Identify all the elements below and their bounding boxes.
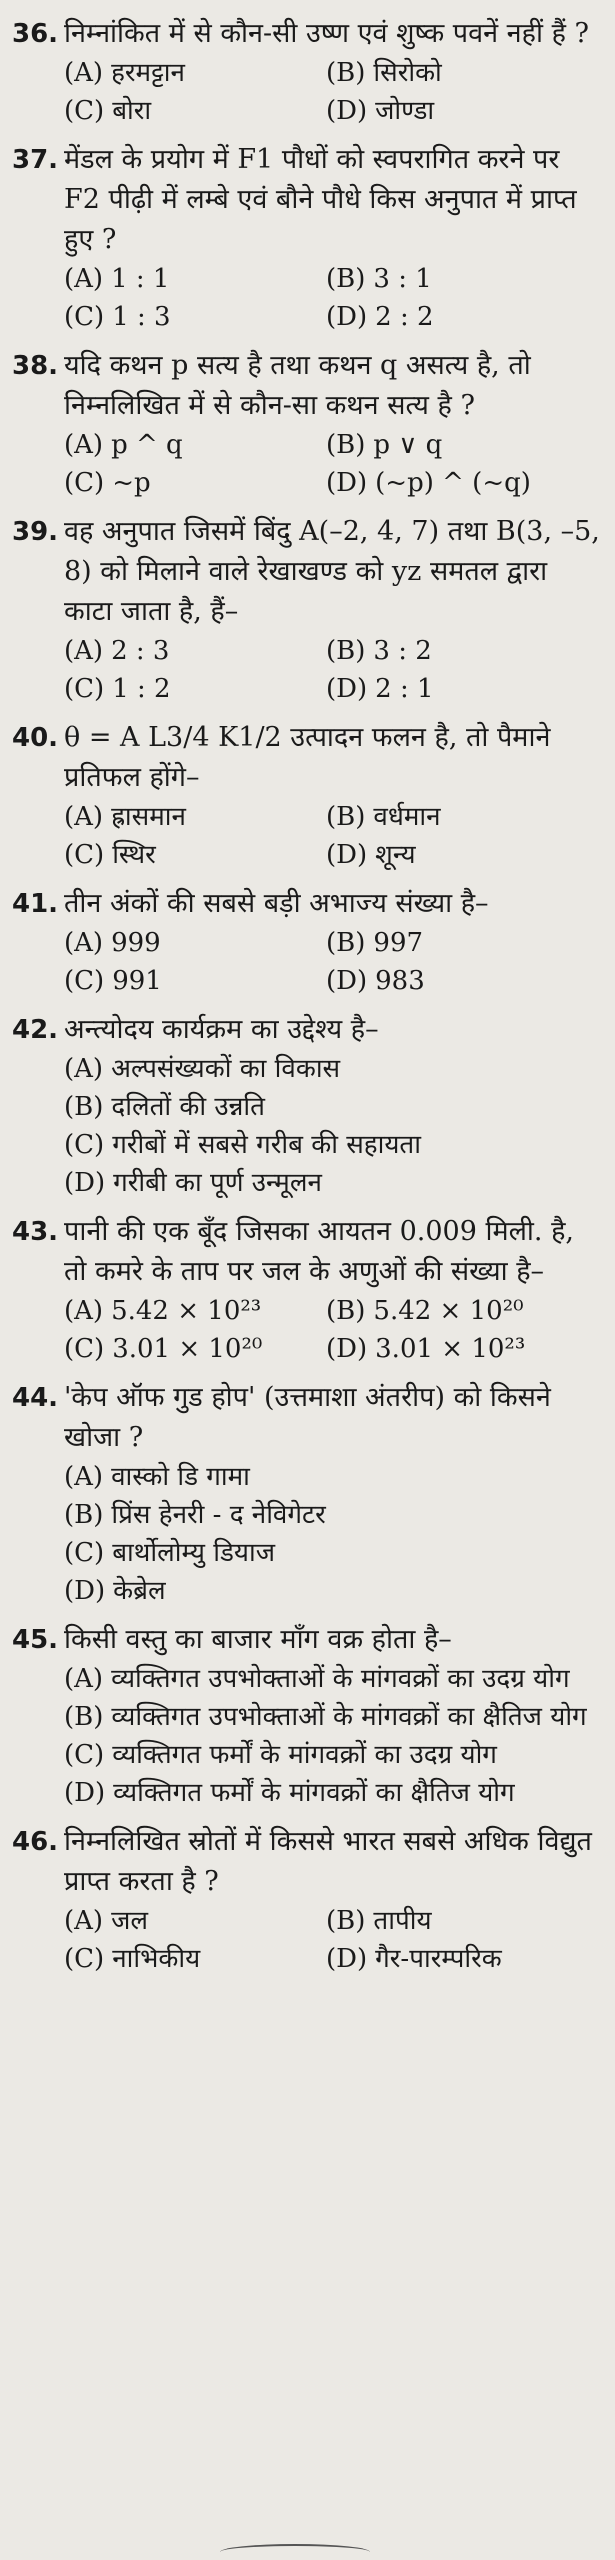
question-stem (12, 1378, 603, 1458)
option-label: (B) (64, 1092, 104, 1122)
option-text: जल (111, 1906, 148, 1936)
answer-option (64, 54, 326, 92)
option-text: व्यक्तिगत फर्मों के मांगवक्रों का क्षैतिज योग (113, 1778, 515, 1808)
option-label: (C) (64, 1334, 105, 1364)
option-label: (C) (64, 966, 105, 996)
answer-option (64, 836, 326, 874)
question-block (12, 140, 603, 336)
answer-option (326, 670, 603, 708)
option-text: 2 : 1 (375, 674, 434, 704)
question-text: पानी की एक बूँद जिसका आयतन 0.009 मिली. है, तो कमरे के ताप पर जल के अणुओं की संख्या है– (64, 1216, 574, 1287)
option-label: (B) (326, 264, 366, 294)
answer-option (64, 1496, 603, 1534)
option-text: 1 : 3 (112, 302, 171, 332)
answer-option (326, 54, 603, 92)
answer-option (326, 464, 603, 502)
question-block (12, 718, 603, 874)
question-text: निम्नांकित में से कौन-सी उष्ण एवं शुष्क पवनें नहीं हैं ? (64, 18, 589, 49)
question-stem (12, 1010, 603, 1050)
option-label: (D) (64, 1576, 106, 1606)
answer-option (326, 632, 603, 670)
option-text: व्यक्तिगत उपभोक्ताओं के मांगवक्रों का उदग्र योग (111, 1664, 570, 1694)
question-text: यदि कथन p सत्य है तथा कथन q असत्य है, तो निम्नलिखित में से कौन-सा कथन सत्य है ? (64, 350, 531, 421)
page-edge-arc (220, 2544, 370, 2560)
answer-option (326, 92, 603, 130)
question-number: 41. (12, 889, 59, 919)
question-stem (12, 1212, 603, 1292)
answer-option (326, 298, 603, 336)
answer-option (64, 1660, 603, 1698)
answer-option (64, 1902, 326, 1940)
option-label: (C) (64, 1538, 105, 1568)
option-label: (A) (64, 1906, 104, 1936)
question-stem (12, 1620, 603, 1660)
question-block (12, 884, 603, 1000)
option-text: 3 : 2 (373, 636, 432, 666)
option-label: (A) (64, 58, 104, 88)
question-stem (12, 140, 603, 260)
option-text: जोण्डा (375, 96, 435, 126)
answer-option (326, 924, 603, 962)
option-label: (A) (64, 1462, 104, 1492)
option-label: (B) (326, 1906, 366, 1936)
options-list (64, 54, 603, 130)
option-text: वर्धमान (373, 802, 441, 832)
option-label: (B) (326, 1296, 366, 1326)
answer-option (64, 1126, 603, 1164)
option-label: (B) (326, 928, 366, 958)
option-label: (D) (326, 1334, 368, 1364)
answer-option (64, 670, 326, 708)
answer-option (64, 260, 326, 298)
question-number: 38. (12, 351, 59, 381)
options-list (64, 924, 603, 1000)
question-block (12, 1010, 603, 1202)
answer-option (64, 1088, 603, 1126)
answer-option (326, 798, 603, 836)
option-text: 3.01 × 10²³ (375, 1334, 526, 1364)
option-text: 5.42 × 10²⁰ (373, 1296, 524, 1326)
option-text: 5.42 × 10²³ (111, 1296, 262, 1326)
question-number: 39. (12, 517, 59, 547)
question-block (12, 1620, 603, 1812)
answer-option (64, 1940, 326, 1978)
question-stem (12, 718, 603, 798)
option-text: सिरोको (373, 58, 442, 88)
option-text: 983 (375, 966, 425, 996)
option-label: (C) (64, 468, 105, 498)
option-text: नाभिकीय (112, 1944, 201, 1974)
option-label: (A) (64, 264, 104, 294)
option-text: गैर-पारम्परिक (375, 1944, 502, 1974)
question-text: तीन अंकों की सबसे बड़ी अभाज्य संख्या है– (64, 888, 489, 919)
question-list (12, 14, 603, 1978)
option-text: 1 : 1 (111, 264, 170, 294)
option-label: (C) (64, 96, 105, 126)
answer-option (64, 1458, 603, 1496)
option-text: 997 (373, 928, 424, 958)
option-text: वास्को डि गामा (111, 1462, 250, 1492)
question-text: किसी वस्तु का बाजार माँग वक्र होता है– (64, 1624, 452, 1655)
question-block (12, 1378, 603, 1610)
question-number: 37. (12, 145, 59, 175)
options-list (64, 1050, 603, 1202)
option-label: (C) (64, 1130, 105, 1160)
question-block (12, 512, 603, 708)
option-text: दलितों की उन्नति (111, 1092, 265, 1122)
option-text: 1 : 2 (112, 674, 171, 704)
option-text: 3.01 × 10²⁰ (112, 1334, 263, 1364)
option-text: शून्य (375, 840, 416, 870)
answer-option (64, 1698, 603, 1736)
option-label: (C) (64, 840, 105, 870)
question-stem (12, 14, 603, 54)
option-text: (~p) ^ (~q) (375, 468, 531, 498)
answer-option (64, 632, 326, 670)
option-label: (D) (326, 674, 368, 704)
option-label: (A) (64, 928, 104, 958)
options-list (64, 632, 603, 708)
option-label: (D) (326, 96, 368, 126)
options-list (64, 260, 603, 336)
question-text: 'केप ऑफ गुड होप' (उत्तमाशा अंतरीप) को किसने खोजा ? (64, 1382, 551, 1453)
option-text: p ^ q (111, 430, 183, 460)
answer-option (326, 426, 603, 464)
option-text: ~p (112, 468, 151, 498)
option-text: 3 : 1 (373, 264, 432, 294)
question-number: 46. (12, 1827, 59, 1857)
answer-option (326, 962, 603, 1000)
answer-option (64, 1164, 603, 1202)
answer-option (326, 1330, 603, 1368)
options-list (64, 1292, 603, 1368)
question-stem (12, 346, 603, 426)
option-text: ह्रासमान (111, 802, 186, 832)
option-label: (D) (64, 1168, 106, 1198)
answer-option (64, 92, 326, 130)
option-label: (D) (326, 966, 368, 996)
option-label: (A) (64, 636, 104, 666)
answer-option (64, 1572, 603, 1610)
option-label: (A) (64, 1664, 104, 1694)
question-stem (12, 1822, 603, 1902)
options-list (64, 426, 603, 502)
option-label: (B) (64, 1500, 104, 1530)
option-label: (C) (64, 302, 105, 332)
option-label: (D) (326, 1944, 368, 1974)
answer-option (64, 426, 326, 464)
answer-option (326, 260, 603, 298)
option-text: व्यक्तिगत फर्मों के मांगवक्रों का उदग्र योग (112, 1740, 497, 1770)
option-label: (A) (64, 1054, 104, 1084)
answer-option (326, 1292, 603, 1330)
answer-option (64, 298, 326, 336)
question-stem (12, 884, 603, 924)
options-list (64, 1902, 603, 1978)
question-stem (12, 512, 603, 632)
option-text: गरीबी का पूर्ण उन्मूलन (113, 1168, 322, 1198)
option-text: अल्पसंख्यकों का विकास (111, 1054, 341, 1084)
answer-option (64, 464, 326, 502)
option-label: (B) (326, 636, 366, 666)
option-label: (A) (64, 430, 104, 460)
option-label: (D) (326, 468, 368, 498)
answer-option (326, 836, 603, 874)
question-text: मेंडल के प्रयोग में F1 पौधों को स्वपरागित करने पर F2 पीढ़ी में लम्बे एवं बौने पौधे किस अनुपात में प्राप्त हुए ? (64, 144, 577, 255)
answer-option (64, 1534, 603, 1572)
option-label: (C) (64, 674, 105, 704)
option-text: केब्रेल (113, 1576, 166, 1606)
option-text: हरमट्टान (111, 58, 185, 88)
options-list (64, 798, 603, 874)
question-block (12, 1212, 603, 1368)
option-text: 999 (111, 928, 161, 958)
answer-option (64, 1774, 603, 1812)
option-text: गरीबों में सबसे गरीब की सहायता (112, 1130, 421, 1160)
answer-option (64, 1736, 603, 1774)
option-label: (B) (326, 802, 366, 832)
option-label: (A) (64, 1296, 104, 1326)
option-label: (B) (64, 1702, 104, 1732)
option-text: 2 : 3 (111, 636, 170, 666)
question-text: अन्त्योदय कार्यक्रम का उद्देश्य है– (64, 1014, 379, 1045)
question-number: 36. (12, 19, 59, 49)
question-block (12, 346, 603, 502)
option-label: (C) (64, 1944, 105, 1974)
question-number: 40. (12, 723, 59, 753)
option-text: व्यक्तिगत उपभोक्ताओं के मांगवक्रों का क्षैतिज योग (111, 1702, 587, 1732)
option-label: (C) (64, 1740, 105, 1770)
question-number: 44. (12, 1383, 59, 1413)
answer-option (64, 924, 326, 962)
option-label: (D) (64, 1778, 106, 1808)
option-label: (B) (326, 58, 366, 88)
option-label: (D) (326, 840, 368, 870)
answer-option (326, 1940, 603, 1978)
question-text: θ = A L3/4 K1/2 उत्पादन फलन है, तो पैमाने प्रतिफल होंगे– (64, 722, 551, 793)
option-text: स्थिर (112, 840, 156, 870)
question-number: 42. (12, 1015, 59, 1045)
answer-option (64, 1050, 603, 1088)
option-text: बार्थोलोम्यु डियाज (112, 1538, 276, 1568)
option-text: प्रिंस हेनरी - द नेविगेटर (111, 1500, 326, 1530)
question-number: 43. (12, 1217, 59, 1247)
option-text: बोरा (112, 96, 152, 126)
question-text: निम्नलिखित स्रोतों में किससे भारत सबसे अधिक विद्युत प्राप्त करता है ? (64, 1826, 592, 1897)
answer-option (326, 1902, 603, 1940)
question-number: 45. (12, 1625, 59, 1655)
question-text: वह अनुपात जिसमें बिंदु A(–2, 4, 7) तथा B(3, –5, 8) को मिलाने वाले रेखाखण्ड को yz समतल द्वारा काटा जाता है, हैं– (64, 516, 600, 627)
options-list (64, 1458, 603, 1610)
options-list (64, 1660, 603, 1812)
question-block (12, 14, 603, 130)
option-text: तापीय (373, 1906, 432, 1936)
answer-option (64, 1292, 326, 1330)
option-text: 991 (112, 966, 162, 996)
answer-option (64, 798, 326, 836)
option-text: 2 : 2 (375, 302, 434, 332)
question-block (12, 1822, 603, 1978)
answer-option (64, 962, 326, 1000)
answer-option (64, 1330, 326, 1368)
option-label: (B) (326, 430, 366, 460)
option-text: p ∨ q (373, 430, 443, 460)
option-label: (A) (64, 802, 104, 832)
option-label: (D) (326, 302, 368, 332)
